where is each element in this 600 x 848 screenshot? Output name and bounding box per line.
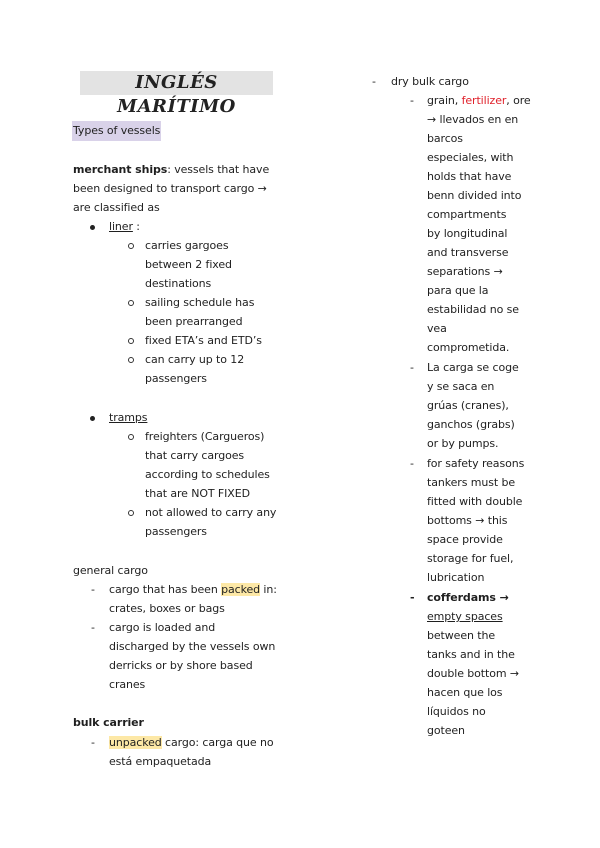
dry-item3-line4: bottoms → this bbox=[427, 514, 508, 527]
dry-item2-line2: y se saca en bbox=[427, 380, 495, 393]
dry-item1-line10: separations → bbox=[427, 265, 503, 278]
tramps-item1-line1: freighters (Cargueros) bbox=[145, 430, 265, 443]
dry-item2-line1: La carga se coge bbox=[427, 361, 519, 374]
dry-heading: dry bulk cargo bbox=[391, 75, 469, 88]
bullet-dot bbox=[90, 225, 95, 230]
dry-item1-line5: holds that have bbox=[427, 170, 512, 183]
dry-item4-line4: tanks and in the bbox=[427, 648, 515, 661]
merchant-def-line1: merchant ships: vessels that have bbox=[73, 163, 270, 176]
dry-item4-line8: goteen bbox=[427, 724, 465, 737]
dry-item1-line7: compartments bbox=[427, 208, 507, 221]
dash-bullet: - bbox=[372, 75, 376, 88]
bulk-item1-line2: está empaquetada bbox=[109, 755, 212, 768]
dry-item2-line4: ganchos (grabs) bbox=[427, 418, 515, 431]
dry-item4-line2: empty spaces bbox=[427, 610, 503, 623]
bulk-heading: bulk carrier bbox=[73, 716, 144, 729]
bullet-circle bbox=[128, 434, 134, 440]
dry-item3-line7: lubrication bbox=[427, 571, 485, 584]
dry-item1-line12: estabilidad no se bbox=[427, 303, 519, 316]
liner-item1-line3: destinations bbox=[145, 277, 212, 290]
dry-item1-line14: comprometida. bbox=[427, 341, 510, 354]
dash-bullet: - bbox=[91, 736, 95, 749]
liner-item3-line1: fixed ETA’s and ETD’s bbox=[145, 334, 262, 347]
tramps-item1-line2: that carry cargoes bbox=[145, 449, 245, 462]
dash-bullet: - bbox=[91, 583, 95, 596]
dash-bullet: - bbox=[410, 361, 414, 374]
page-title: INGLÉS MARÍTIMO bbox=[80, 71, 273, 95]
dash-bullet: - bbox=[410, 94, 414, 107]
bullet-circle bbox=[128, 300, 134, 306]
dash-bullet: - bbox=[410, 591, 415, 604]
general-item2-line3: derricks or by shore based bbox=[109, 659, 253, 672]
tramps-item1-line4: that are NOT FIXED bbox=[145, 487, 250, 500]
dry-item4-line7: líquidos no bbox=[427, 705, 486, 718]
dry-item3-line5: space provide bbox=[427, 533, 503, 546]
tramps-item1-line3: according to schedules bbox=[145, 468, 270, 481]
tramps-label: tramps bbox=[109, 411, 148, 424]
liner-item4-line1: can carry up to 12 bbox=[145, 353, 245, 366]
liner-item1-line2: between 2 fixed bbox=[145, 258, 232, 271]
dry-item1-line4: especiales, with bbox=[427, 151, 514, 164]
dry-item4-line3: between the bbox=[427, 629, 496, 642]
liner-item2-line2: been prearranged bbox=[145, 315, 243, 328]
dry-item1-line6: benn divided into bbox=[427, 189, 522, 202]
general-item2-line2: discharged by the vessels own bbox=[109, 640, 276, 653]
dry-item3-line1: for safety reasons bbox=[427, 457, 525, 470]
general-item2-line1: cargo is loaded and bbox=[109, 621, 216, 634]
general-item2-line4: cranes bbox=[109, 678, 146, 691]
bullet-circle bbox=[128, 357, 134, 363]
dash-bullet: - bbox=[91, 621, 95, 634]
dry-item3-line6: storage for fuel, bbox=[427, 552, 514, 565]
bulk-item1-line1: unpacked cargo: carga que no bbox=[109, 736, 274, 749]
dry-item3-line2: tankers must be bbox=[427, 476, 515, 489]
dry-item1-line2: → llevados en en bbox=[427, 113, 519, 126]
general-heading: general cargo bbox=[73, 564, 148, 577]
dry-item4-line5: double bottom → bbox=[427, 667, 519, 680]
dry-item1-line11: para que la bbox=[427, 284, 489, 297]
bullet-dot bbox=[90, 416, 95, 421]
bullet-circle bbox=[128, 338, 134, 344]
merchant-term: merchant ships bbox=[73, 163, 168, 176]
tramps-item2-line2: passengers bbox=[145, 525, 207, 538]
general-item1-line2: crates, boxes or bags bbox=[109, 602, 225, 615]
dry-item1-line1: grain, fertilizer, ore bbox=[427, 94, 531, 107]
bullet-circle bbox=[128, 243, 134, 249]
dry-item4-line1: cofferdams → bbox=[427, 591, 509, 604]
merchant-def-line2: been designed to transport cargo → bbox=[73, 182, 267, 195]
merchant-def-line3: are classified as bbox=[73, 201, 160, 214]
bullet-circle bbox=[128, 510, 134, 516]
liner-label: liner : bbox=[109, 220, 140, 233]
dry-item3-line3: fitted with double bbox=[427, 495, 523, 508]
liner-item2-line1: sailing schedule has bbox=[145, 296, 255, 309]
dry-item1-line3: barcos bbox=[427, 132, 463, 145]
dry-item4-line6: hacen que los bbox=[427, 686, 503, 699]
dash-bullet: - bbox=[410, 457, 414, 470]
tramps-item2-line1: not allowed to carry any bbox=[145, 506, 277, 519]
liner-item4-line2: passengers bbox=[145, 372, 207, 385]
liner-item1-line1: carries gargoes bbox=[145, 239, 229, 252]
dry-item2-line5: or by pumps. bbox=[427, 437, 499, 450]
general-item1-line1: cargo that has been packed in: bbox=[109, 583, 277, 596]
dry-item1-line13: vea bbox=[427, 322, 447, 335]
dry-item2-line3: grúas (cranes), bbox=[427, 399, 509, 412]
dry-item1-line8: by longitudinal bbox=[427, 227, 508, 240]
section-subtitle: Types of vessels bbox=[72, 121, 161, 141]
dry-item1-line9: and transverse bbox=[427, 246, 509, 259]
